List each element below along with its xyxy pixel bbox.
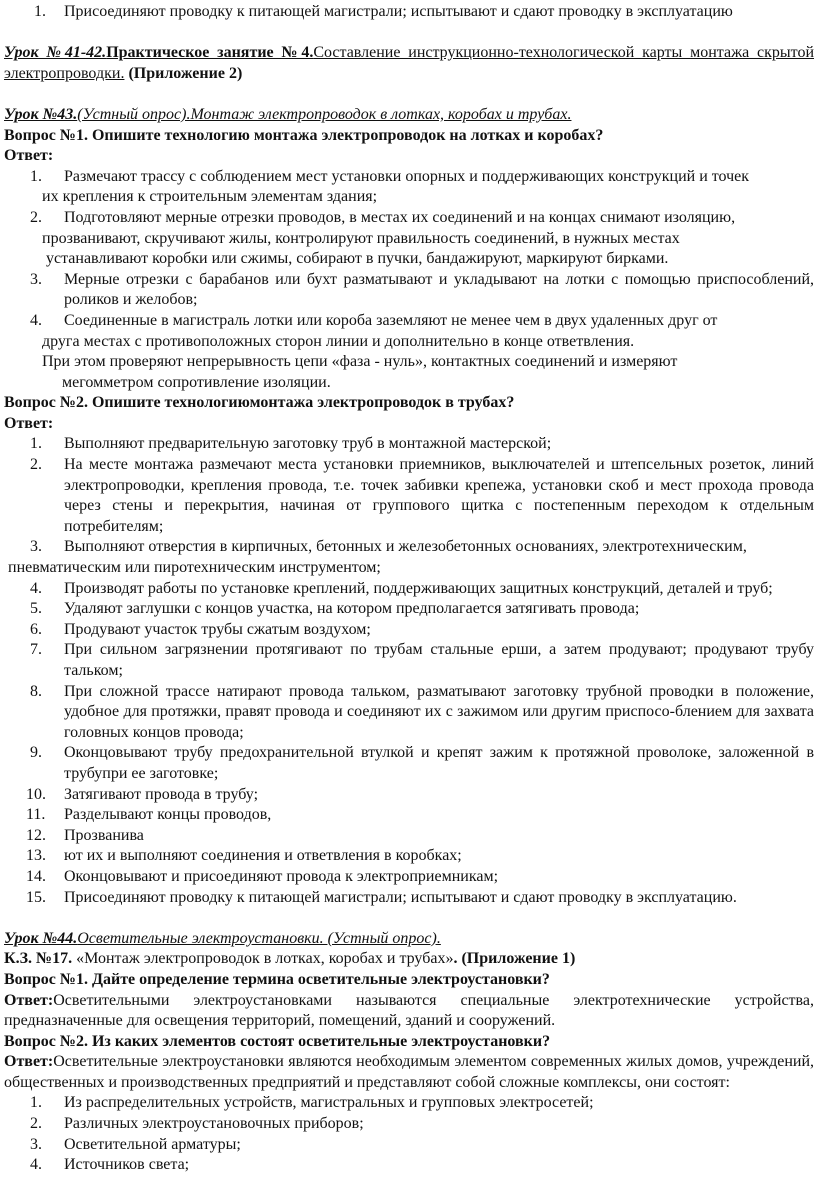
list-number: 2. <box>30 1115 42 1133</box>
list-text: Размечают трассу с соблюдением мест установки опорных и поддерживающих конструкций и точек <box>64 167 750 185</box>
list-text: Оконцовывают и присоединяют провода к электроприемникам; <box>64 867 499 885</box>
list-text: Затягивают провода в трубу; <box>64 785 259 803</box>
control-task-label: К.З. №17. <box>4 950 73 968</box>
lesson-practice-label: Практическое занятие №4. <box>106 44 314 62</box>
list-text: Из распределительных устройств, магистральных и групповых электросетей; <box>64 1094 594 1112</box>
list-item <box>4 1093 814 1114</box>
list-item <box>4 434 814 455</box>
list-number: 4. <box>30 311 42 329</box>
list-item-continuation: прозванивают, скручивают жилы, контролируют правильность соединений, в нужных местах <box>42 229 680 247</box>
list-number: 8. <box>30 682 42 700</box>
list-item <box>4 270 814 311</box>
list-text: Мерные отрезки с барабанов или бухт разматывают и укладывают на лотки с помощью приспособлений, роликов и желобов; <box>64 270 814 309</box>
lesson-appendix: (Приложение 2) <box>128 64 243 82</box>
list-number: 14. <box>26 867 46 885</box>
list-item <box>4 1114 814 1135</box>
answer-1 <box>4 991 814 1032</box>
lesson-41-heading <box>4 43 814 84</box>
list-item <box>4 682 814 744</box>
list-text: Осветительной арматуры; <box>64 1135 241 1153</box>
list-number: 1. <box>30 435 42 453</box>
lesson-label: Урок №44. <box>4 929 78 947</box>
list-item <box>4 640 814 681</box>
answer-text: Осветительными электроустановками называются специальные электротехнические устройства, предназначенные для освещения территорий, помещений, зданий и сооружений. <box>4 991 814 1030</box>
list-item <box>4 537 814 558</box>
list-item <box>4 888 814 909</box>
list-number: 12. <box>26 826 46 844</box>
list-number: 1. <box>30 1094 42 1112</box>
list-item <box>4 785 814 806</box>
list-text: Выполняют отверстия в кирпичных, бетонных и железобетонных основаниях, электротехническим, <box>64 538 747 556</box>
list-text: Соединенные в магистраль лотки или короба заземляют не менее чем в двух удаленных друг от <box>64 311 718 329</box>
list-text: Оконцовывают трубу предохранительной втулкой и крепят зажим к протяжной проволоке, заложенной в трубупри ее заготовке; <box>64 744 814 782</box>
answer-label: Ответ: <box>4 1053 54 1071</box>
answer-list-2 <box>4 434 814 908</box>
answer-label: Ответ: <box>4 147 54 165</box>
lesson-title: (Устный опрос).Монтаж электропроводок в лотках, коробах и трубах. <box>77 105 572 123</box>
list-item <box>4 167 814 188</box>
list-number: 2. <box>30 456 42 474</box>
answer-label: Ответ: <box>4 991 54 1009</box>
list-item <box>4 579 814 600</box>
list-item-continuation: их крепления к строительным элементам здания; <box>42 188 378 206</box>
list-number: 15. <box>26 888 46 906</box>
answer-list-1 <box>4 167 814 352</box>
list-text: Источников света; <box>64 1156 190 1174</box>
list-number: 3. <box>30 270 42 288</box>
list-number: 3. <box>30 1135 42 1153</box>
list-item-continuation: пневматическим или пиротехническим инструментом; <box>8 559 381 577</box>
question-2: Вопрос №2. Опишите технологиюмонтажа электропроводок в трубах? <box>4 394 515 412</box>
lesson-43-heading <box>4 105 814 126</box>
list-item <box>4 599 814 620</box>
list-text: Присоединяют проводку к питающей магистрали; испытывают и сдают проводку в эксплуатацию. <box>64 888 737 906</box>
list-number: 9. <box>30 744 42 762</box>
list-text: Присоединяют проводку к питающей магистрали; испытывают и сдают проводку в эксплуатацию <box>64 3 733 20</box>
list-text: Прозванива <box>64 826 144 844</box>
list-item <box>4 846 814 867</box>
list-item-continuation: устанавливают коробки или сжимы, собирают в пучки, бандажируют, маркируют бирками. <box>46 250 669 268</box>
list-text: Продувают участок трубы сжатым воздухом; <box>64 620 371 638</box>
list-item <box>4 620 814 641</box>
lesson-44-heading <box>4 929 814 950</box>
list-item <box>4 455 814 537</box>
list-number: 3. <box>30 538 42 556</box>
note-line: При этом проверяют непрерывность цепи «фаза - нуль», контактных соединений и измеряют <box>42 353 678 371</box>
list-text: Производят работы по установке креплений, поддерживающих защитных конструкций, деталей и труб; <box>64 579 773 597</box>
note-line: мегомметром сопротивление изоляции. <box>62 373 331 391</box>
control-task-appendix: . (Приложение 1) <box>453 950 576 968</box>
list-text: ют их и выполняют соединения и ответвления в коробках; <box>64 847 462 865</box>
list-text: Удаляют заглушки с концов участка, на котором предполагается затягивать провода; <box>64 600 640 618</box>
lesson-title: Составление инструкционно-технологической карты монтажа скрытой электропроводки. <box>4 44 815 82</box>
list-text: Выполняют предварительную заготовку труб в монтажной мастерской; <box>64 435 552 453</box>
list-number: 13. <box>26 847 46 865</box>
lesson-label: Урок №41-42. <box>4 44 107 62</box>
question-1: Вопрос №1. Дайте определение термина осветительные электроустановки? <box>4 970 550 988</box>
list-number: 1. <box>30 167 42 185</box>
lesson-label: Урок №43. <box>4 105 78 123</box>
list-item <box>4 311 814 332</box>
list-text: Подготовляют мерные отрезки проводов, в местах их соединений и на концах снимают изоляцию, <box>64 208 736 226</box>
question-1: Вопрос №1. Опишите технологию монтажа электропроводок на лотках и коробах? <box>4 126 604 144</box>
top-list-item <box>4 2 814 23</box>
control-task-title: «Монтаж электропроводок в лотках, коробах и трубах» <box>76 950 454 968</box>
list-number: 1. <box>34 3 46 20</box>
list-item <box>4 208 814 229</box>
list-item-continuation: друга местах с противоположных сторон линии и дополнительно в конце ответвления. <box>42 332 635 350</box>
list-number: 4. <box>30 1156 42 1174</box>
question-2: Вопрос №2. Из каких элементов состоят осветительные электроустановки? <box>4 1032 551 1050</box>
list-number: 10. <box>26 785 46 803</box>
list-number: 5. <box>30 600 42 618</box>
list-text: При сложной трассе натирают провода тальком, разматывают заготовку трубной проводки в положение, удобное для протяжки, правят провода и соединяют их с зажимом или другим приспосо-блением для захвата головных концов провода; <box>64 682 814 741</box>
control-task-line <box>4 949 814 970</box>
list-number: 2. <box>30 208 42 226</box>
list-item <box>4 1155 814 1176</box>
lesson-title: Осветительные электроустановки. (Устный опрос). <box>77 929 441 947</box>
list-text: Разделывают концы проводов, <box>64 806 272 824</box>
list-text: На месте монтажа размечают места установки приемников, выключателей и штепсельных розеток, линий электропроводки, крепления провода, т.е. точек забивки крепежа, установки скоб и мест прохода провода через стены и перекрытия, начиная от группового щитка с постепенным переходом к отдельным потребителям; <box>64 456 814 535</box>
list-item <box>4 805 814 826</box>
answer-2 <box>4 1052 814 1093</box>
list-text: Различных электроустановочных приборов; <box>64 1115 364 1133</box>
list-item <box>4 826 814 847</box>
list-text: При сильном загрязнении протягивают по трубам стальные ерши, а затем продувают; продувают трубу тальком; <box>64 641 814 679</box>
list-number: 4. <box>30 579 42 597</box>
list-item <box>4 867 814 888</box>
answer-text: Осветительные электроустановки являются необходимым элементом современных жилых домов, учреждений, общественных и производственных предприятий и представляют собой сложные комплексы, они состоят: <box>4 1053 814 1091</box>
list-number: 7. <box>30 641 42 659</box>
list-item <box>4 743 814 784</box>
list-item <box>4 1135 814 1156</box>
answer-label: Ответ: <box>4 414 54 432</box>
answer-list-3 <box>4 1093 814 1175</box>
list-number: 6. <box>30 620 42 638</box>
list-number: 11. <box>26 806 46 824</box>
